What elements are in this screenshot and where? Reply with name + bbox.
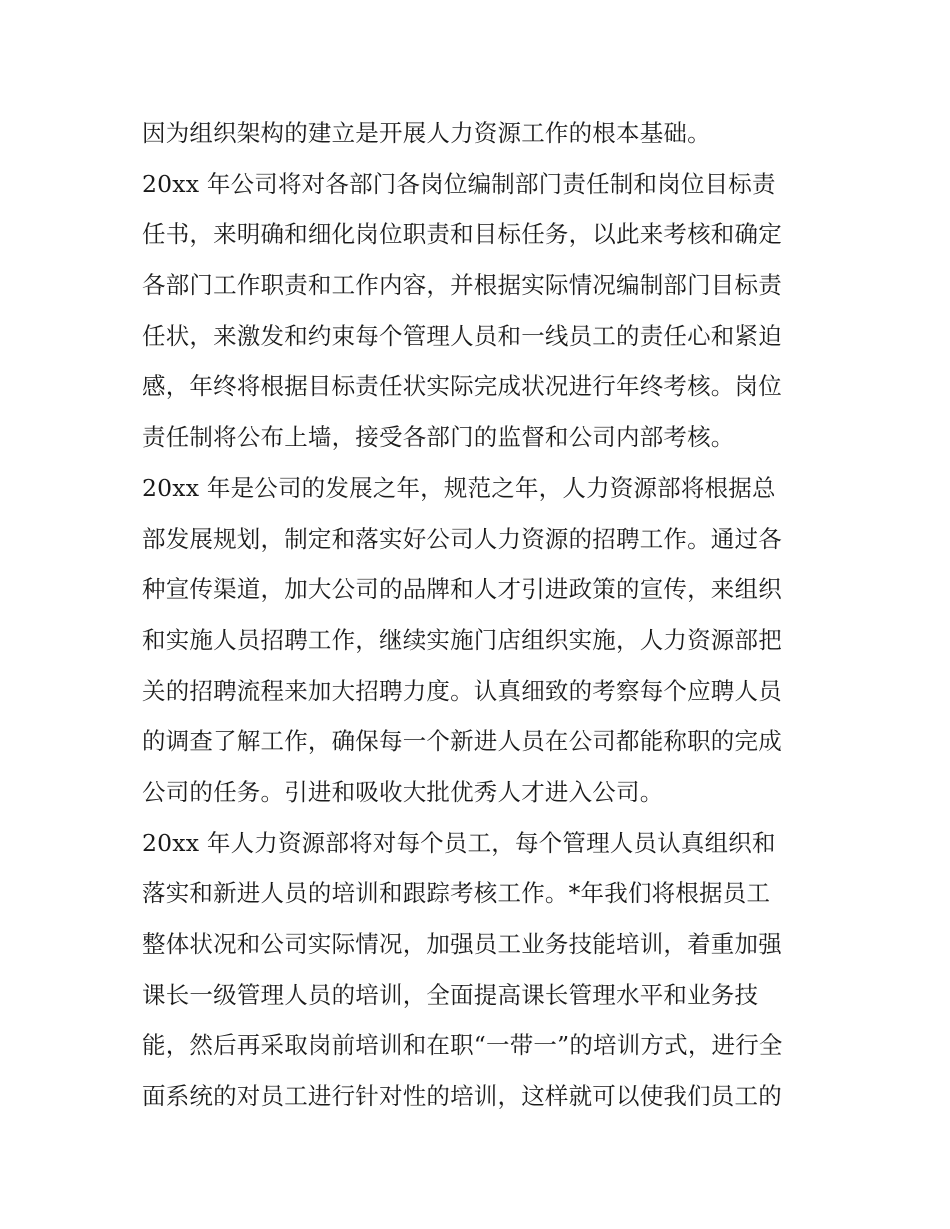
text-line: 20xx 年公司将对各部门各岗位编制部门责任制和岗位目标责 (142, 169, 776, 198)
text-line: 公司的任务。引进和吸收大批优秀人才进入公司。 (142, 777, 664, 806)
text-line: 整体状况和公司实际情况，加强员工业务技能培训，着重加强 (142, 930, 782, 958)
text-line: 20xx 年人力资源部将对每个员工，每个管理人员认真组织和 (142, 828, 776, 857)
document-body (142, 108, 814, 1122)
text-line: 因为组织架构的建立是开展人力资源工作的根本基础。 (142, 119, 711, 147)
text-line: 落实和新进人员的培训和跟踪考核工作。*年我们将根据员工 (142, 879, 771, 908)
text-line: 关的招聘流程来加大招聘力度。认真细致的考察每个应聘人员 (142, 676, 782, 705)
text-line: 课长一级管理人员的培训，全面提高课长管理水平和业务技 (142, 980, 759, 1009)
text-line: 20xx 年是公司的发展之年，规范之年，人力资源部将根据总 (142, 473, 776, 502)
text-line: 各部门工作职责和工作内容，并根据实际情况编制部门目标责 (142, 271, 782, 300)
text-line: 责任制将公布上墙，接受各部门的监督和公司内部考核。 (142, 423, 735, 452)
text-line: 任书，来明确和细化岗位职责和目标任务，以此来考核和确定 (142, 220, 782, 249)
text-line: 任状，来激发和约束每个管理人员和一线员工的责任心和紧迫 (142, 321, 782, 350)
text-line: 种宣传渠道，加大公司的品牌和人才引进政策的宣传，来组织 (142, 575, 782, 604)
text-line: 感，年终将根据目标责任状实际完成状况进行年终考核。岗位 (142, 372, 782, 401)
text-line: 部发展规划，制定和落实好公司人力资源的招聘工作。通过各 (142, 524, 782, 553)
text-line: 面系统的对员工进行针对性的培训，这样就可以使我们员工的 (142, 1082, 782, 1111)
text-line: 的调查了解工作，确保每一个新进人员在公司都能称职的完成 (142, 727, 782, 756)
text-line: 和实施人员招聘工作，继续实施门店组织实施，人力资源部把 (142, 625, 782, 654)
text-line: 能，然后再采取岗前培训和在职“一带一”的培训方式，进行全 (142, 1031, 783, 1060)
